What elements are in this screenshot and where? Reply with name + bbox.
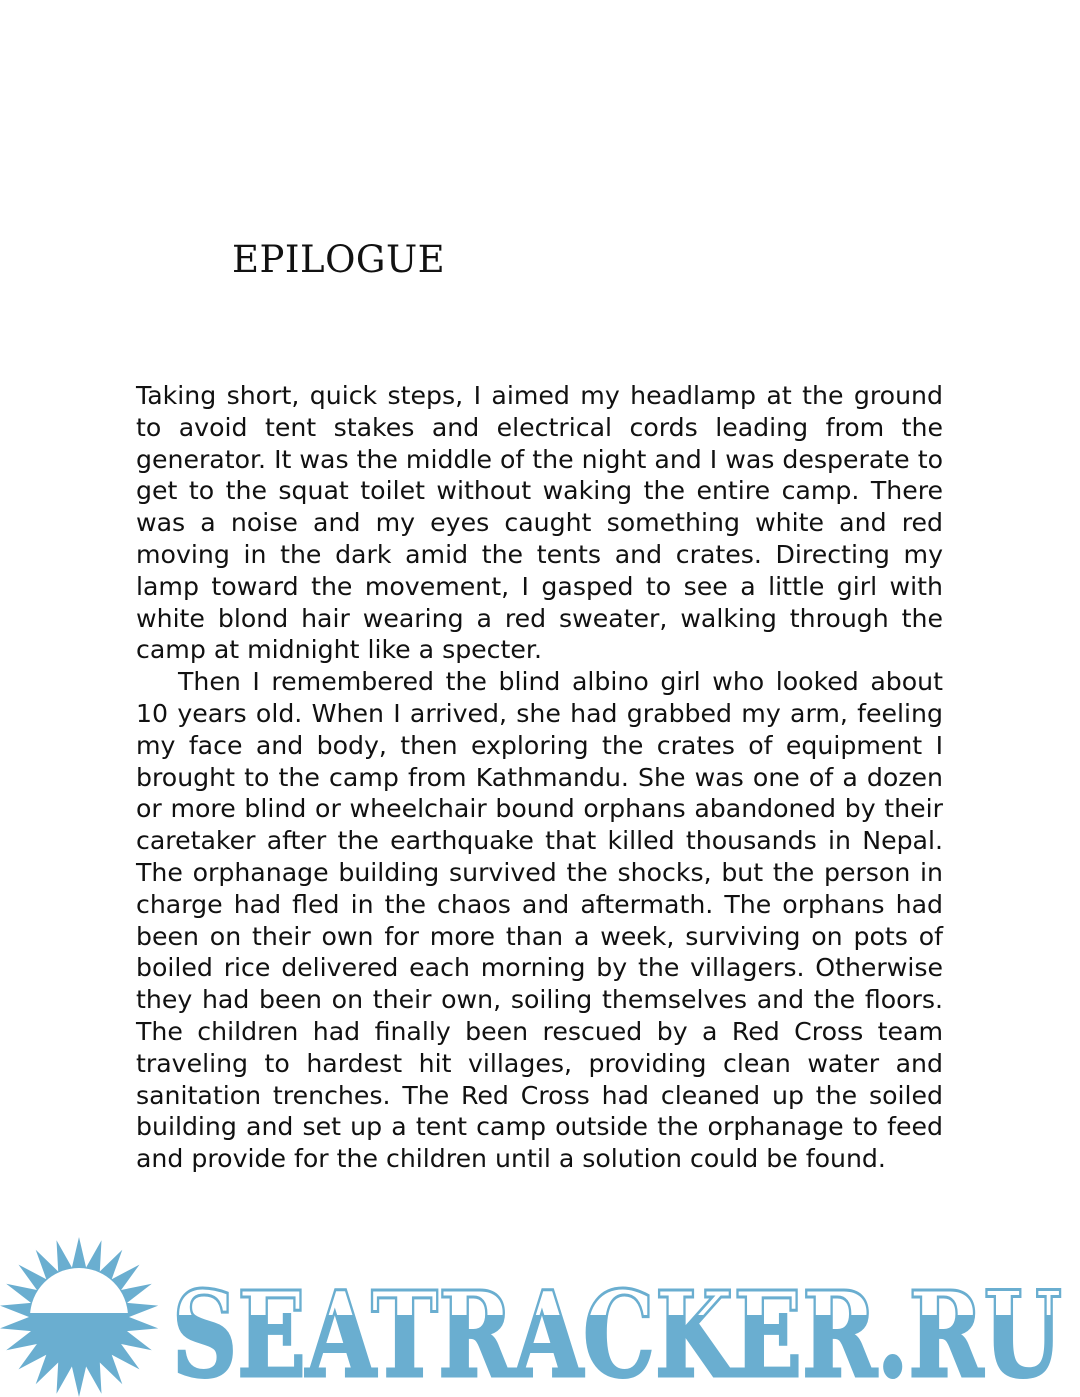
watermark-logo xyxy=(0,1235,1080,1397)
watermark-text: SEATRACKER.RU xyxy=(172,1265,1062,1397)
chapter-body xyxy=(136,380,943,1175)
chapter-title: EPILOGUE xyxy=(232,238,446,281)
sun-logo-icon xyxy=(0,1237,158,1397)
paragraph-1: Taking short, quick steps, I aimed my headlamp at the ground to avoid tent stakes and electrical cords leading from the generator. It was the middle of the night and I was desperate to get to the squat toilet without waking the entire camp. There was a noise and my eyes caught something white and red moving in the dark amid the tents and crates. Directing my lamp toward the movement, I gasped to see a little girl with white blond hair wearing a red sweater, walking through the camp at midnight like a specter. xyxy=(136,381,943,665)
paragraph-2: Then I remembered the blind albino girl who looked about 10 years old. When I arrived, she had grabbed my arm, feeling my face and body, then exploring the crates of equipment I brought to the camp from Kathmandu. She was one of a dozen or more blind or wheelchair bound orphans abandoned by their caretaker after the earthquake that killed thousands in Nepal. The orphanage building survived the shocks, but the person in charge had fled in the chaos and aftermath. The orphans had been on their own for more than a week, surviving on pots of boiled rice delivered each morning by the villagers. Otherwise they had been on their own, soiling themselves and the floors. The children had finally been rescued by a Red Cross team traveling to hardest hit villages, providing clean water and sanitation trenches. The Red Cross had cleaned up the soiled building and set up a tent camp outside the orphanage to feed and provide for the children until a solution could be found. xyxy=(136,667,943,1174)
